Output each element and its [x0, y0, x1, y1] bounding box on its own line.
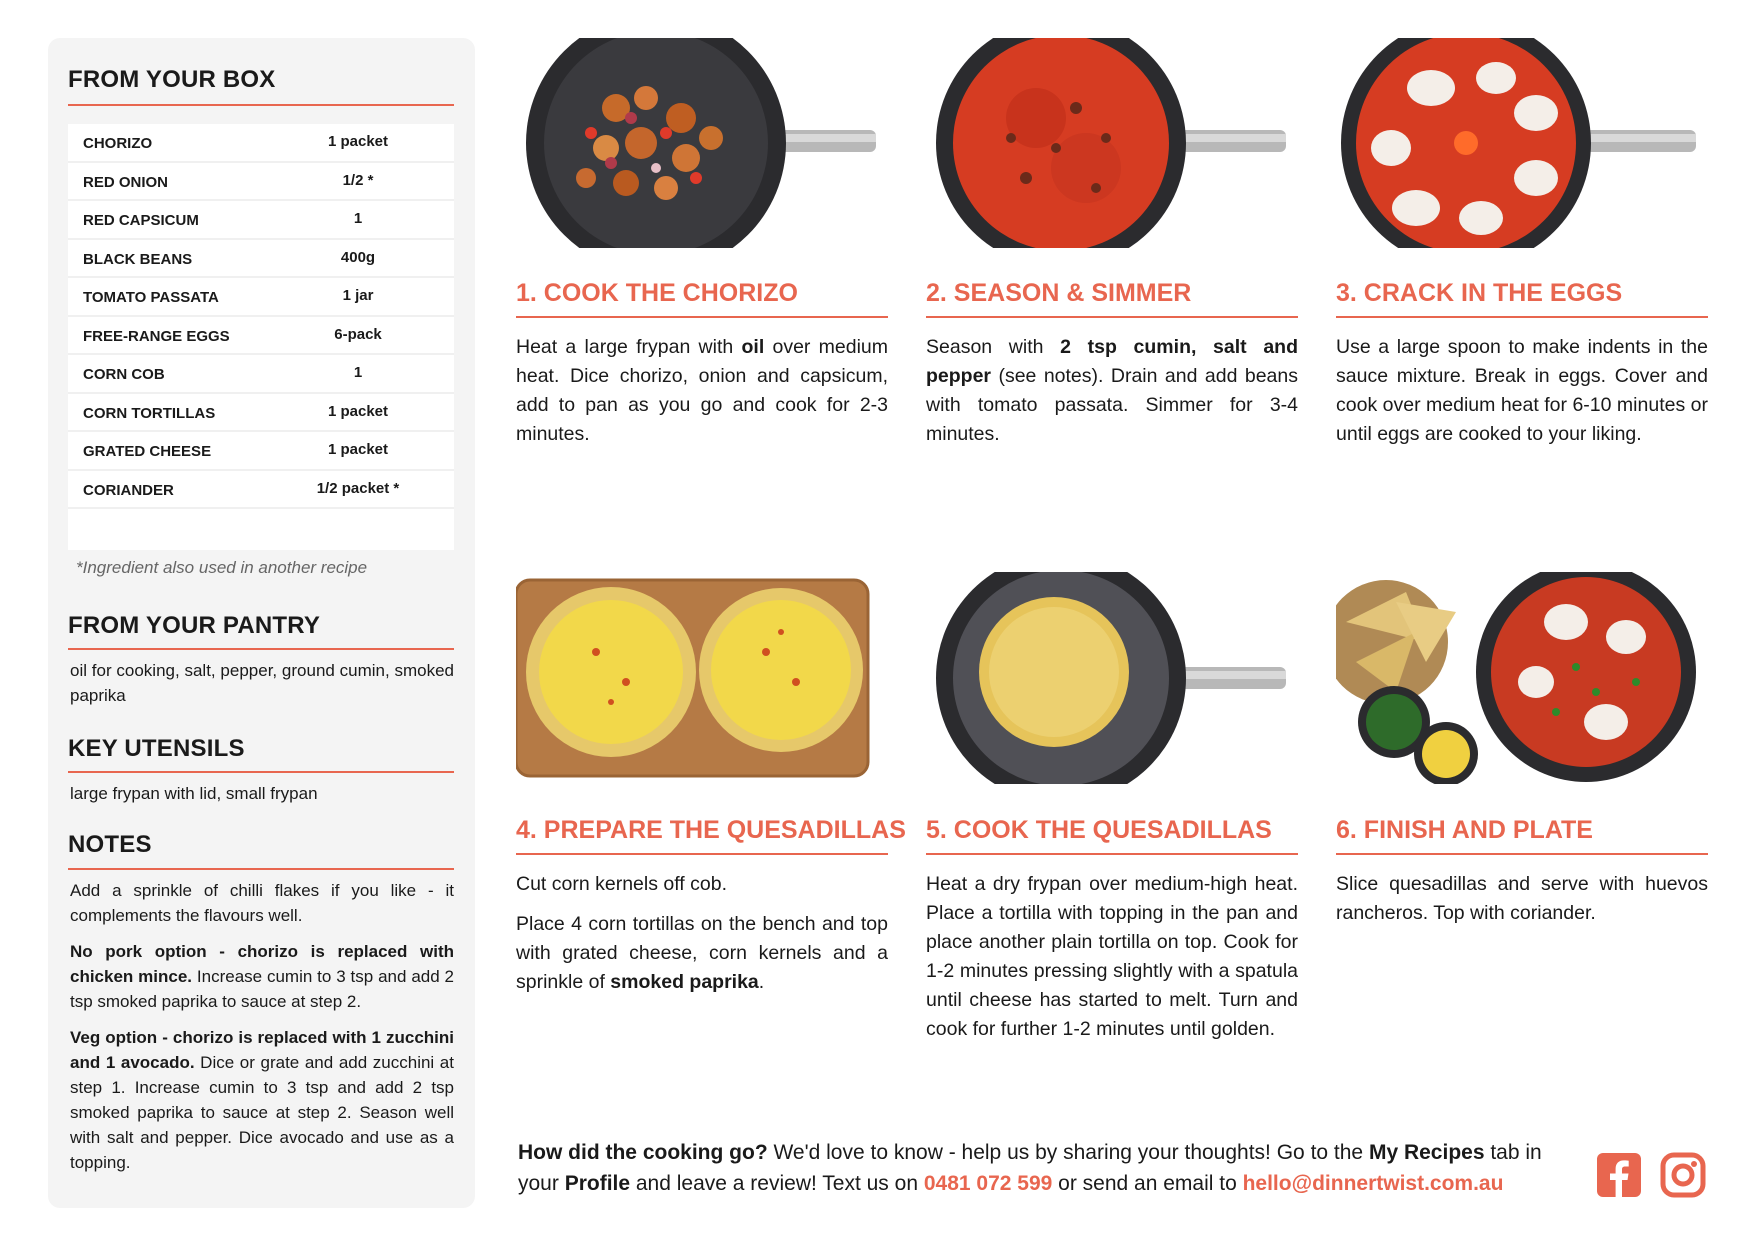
- ingredient-name: TOMATO PASSATA: [83, 289, 219, 306]
- step-4-body: Cut corn kernels off cob. Place 4 corn tortillas on the bench and top with grated cheese, corn kernels and a sprinkle of smoked paprika.: [516, 873, 888, 993]
- step-1-title: 1. COOK THE CHORIZO: [516, 279, 798, 307]
- sidebar: [48, 38, 475, 1208]
- instagram-icon[interactable]: [1660, 1152, 1706, 1198]
- ingredient-qty: 1: [353, 210, 363, 227]
- footnote: *Ingredient also used in another recipe: [76, 558, 368, 577]
- note-paragraph: Veg option - chorizo is replaced with 1 zucchini and 1 avocado. Dice or grate and add zucchini at step 1. Increase cumin to 3 tsp and add 2 tsp smoked paprika to sauce at step 2. Season well with salt and pepper. Dice avocado and use as a topping.: [70, 1028, 454, 1172]
- ingredient-name: CORN TORTILLAS: [83, 404, 216, 422]
- note-paragraph: Add a sprinkle of chilli flakes if you like - it complements the flavours well.: [70, 881, 454, 925]
- note-paragraph: No pork option - chorizo is replaced with chicken mince. Increase cumin to 3 tsp and add 2 tsp smoked paprika to sauce at step 2.: [70, 942, 454, 1011]
- phone-link[interactable]: 0481 072 599: [923, 1172, 1053, 1195]
- section-rule: [68, 104, 454, 106]
- email-link[interactable]: hello@dinnertwist.com.au: [1242, 1172, 1504, 1195]
- pantry-text: oil for cooking, salt, pepper, ground cumin, smoked paprika: [70, 661, 454, 705]
- section-rule: [68, 771, 454, 773]
- step-3-title: 3. CRACK IN THE EGGS: [1336, 279, 1623, 307]
- ingredient-qty: 1: [353, 364, 363, 381]
- step-2-photo: [926, 38, 1286, 248]
- step-rule: [926, 853, 1298, 855]
- step-rule: [516, 853, 888, 855]
- ingredient-row: [68, 240, 454, 279]
- section-rule: [68, 648, 454, 650]
- ingredient-qty: 1 packet: [327, 133, 389, 150]
- from-your-box-title: FROM YOUR BOX: [68, 66, 276, 93]
- ingredients-table: [68, 124, 454, 550]
- ingredient-row: [68, 355, 454, 394]
- step-6-body: Slice quesadillas and serve with huevos rancheros. Top with coriander.: [1336, 873, 1708, 924]
- step-rule: [1336, 853, 1708, 855]
- ingredient-qty: 1/2 *: [342, 171, 374, 189]
- notes-text: [70, 878, 454, 1186]
- step-2-title: 2. SEASON & SIMMER: [926, 279, 1192, 307]
- step-4-photo: [516, 572, 876, 784]
- ingredient-qty: 1 packet: [327, 402, 389, 420]
- my-recipes-label: My Recipes: [1368, 1141, 1485, 1164]
- step-3-photo: [1336, 38, 1696, 248]
- key-utensils-title: KEY UTENSILS: [68, 735, 245, 762]
- ingredient-name: BLACK BEANS: [83, 250, 193, 268]
- ingredient-name: GRATED CHEESE: [83, 443, 212, 460]
- ingredient-row: [68, 278, 454, 317]
- profile-label: Profile: [564, 1172, 631, 1195]
- facebook-icon[interactable]: [1596, 1152, 1642, 1198]
- ingredient-qty: 6-pack: [334, 325, 382, 343]
- ingredient-name: FREE-RANGE EGGS: [83, 327, 230, 345]
- ingredient-qty: 400g: [340, 248, 376, 266]
- step-5-body: Heat a dry frypan over medium-high heat. Place a tortilla with topping in the pan and place another plain tortilla on top. Cook for 1-2 minutes pressing slightly with a spatula until cheese has started to melt. Turn and cook for further 1-2 minutes until golden.: [926, 873, 1298, 1040]
- step-3-body: Use a large spoon to make indents in the sauce mixture. Break in eggs. Cover and cook over medium heat for 6-10 minutes or until eggs are cooked to your liking.: [1336, 336, 1708, 445]
- step-2-body: Season with 2 tsp cumin, salt and pepper (see notes). Drain and add beans with tomato passata. Simmer for 3-4 minutes.: [926, 336, 1298, 445]
- notes-title: NOTES: [68, 831, 152, 858]
- step-1-photo: [516, 38, 876, 248]
- step-6-photo: [1336, 572, 1696, 784]
- step-1-body: Heat a large frypan with oil over medium heat. Dice chorizo, onion and capsicum, add to pan as you go and cook for 2-3 minutes.: [516, 336, 889, 445]
- feedback-question: How did the cooking go?: [518, 1141, 768, 1164]
- step-5-title: 5. COOK THE QUESADILLAS: [926, 816, 1272, 844]
- ingredient-row: [68, 317, 454, 356]
- ingredient-qty: 1 packet: [327, 441, 389, 458]
- ingredient-row: [68, 394, 454, 433]
- ingredient-row: [68, 124, 454, 163]
- ingredient-row: [68, 201, 454, 240]
- step-rule: [926, 316, 1298, 318]
- feedback-footer: How did the cooking go? We'd love to know - help us by sharing your thoughts! Go to the My Recipes tab in your Profile and leave a review! Text us on 0481 072 599 or send an email to hello@dinnertwist.com.au: [518, 1141, 1542, 1195]
- ingredient-name: RED ONION: [83, 173, 169, 191]
- step-rule: [516, 316, 888, 318]
- from-your-pantry-title: FROM YOUR PANTRY: [68, 612, 321, 639]
- utensils-text: large frypan with lid, small frypan: [70, 784, 318, 803]
- ingredient-row: [68, 163, 454, 202]
- ingredient-name: RED CAPSICUM: [83, 212, 199, 229]
- ingredient-qty: 1/2 packet *: [316, 479, 400, 497]
- ingredient-row: [68, 432, 454, 471]
- step-6-title: 6. FINISH AND PLATE: [1336, 816, 1593, 844]
- ingredient-name: CHORIZO: [83, 135, 153, 152]
- step-5-photo: [926, 572, 1286, 784]
- ingredient-name: CORN COB: [83, 366, 165, 383]
- ingredient-name: CORIANDER: [83, 481, 174, 499]
- step-4-title: 4. PREPARE THE QUESADILLAS: [516, 816, 906, 844]
- section-rule: [68, 868, 454, 870]
- step-rule: [1336, 316, 1708, 318]
- ingredient-qty: 1 jar: [342, 287, 374, 304]
- ingredient-row: [68, 471, 454, 510]
